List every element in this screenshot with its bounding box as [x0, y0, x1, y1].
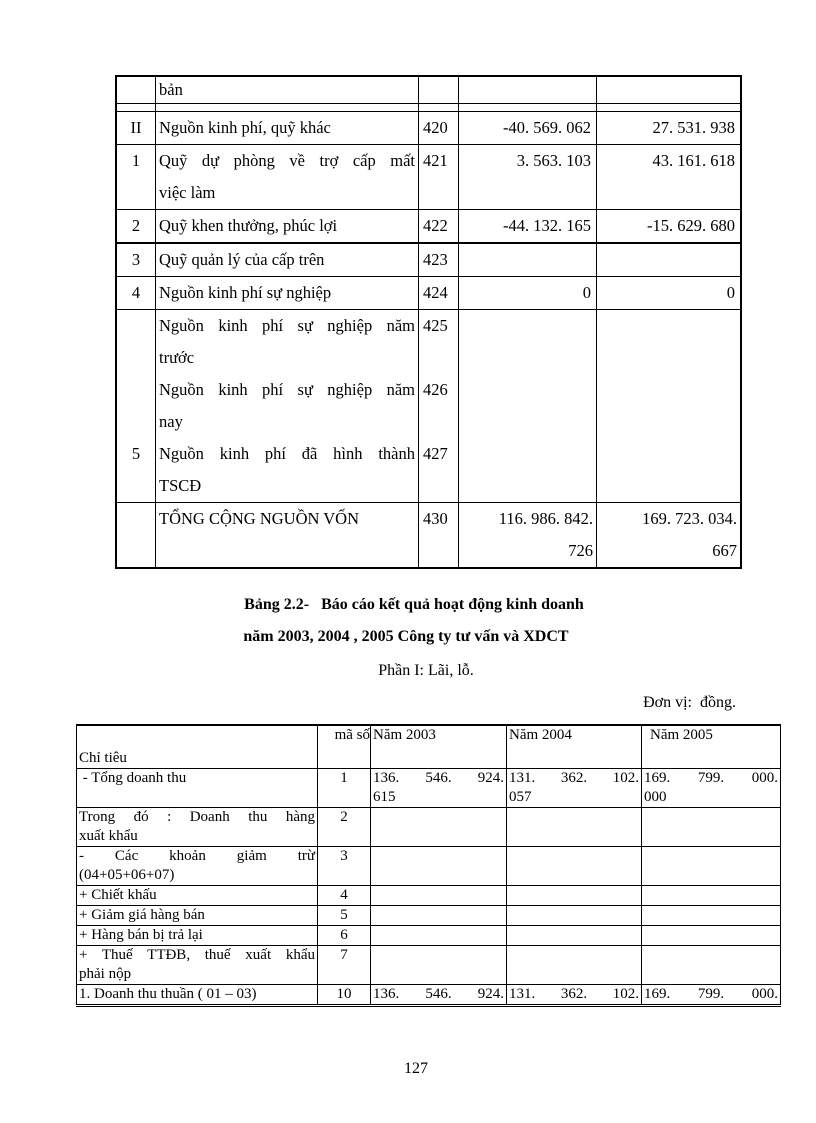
row-label: Quỹ quản lý của cấp trên: [156, 243, 419, 277]
table-row: [77, 946, 781, 985]
value-part: 726: [568, 541, 593, 560]
row-number: II: [117, 112, 156, 145]
row-code: [419, 310, 459, 503]
value-2005: [642, 886, 781, 906]
row-code: 4: [318, 886, 371, 906]
value-part: 116. 986. 842.: [498, 509, 593, 528]
value-2004: [459, 503, 597, 568]
value-2004: [459, 243, 597, 277]
row-label: Nguồn kinh phí, quỹ khác: [156, 112, 419, 145]
table-row: [117, 210, 741, 244]
value-part: 131. 362. 102.: [509, 986, 639, 1002]
row-label: [77, 946, 318, 985]
row-label: Quỹ khen thưởng, phúc lợi: [156, 210, 419, 244]
row-code-line: 426: [423, 380, 448, 399]
table-row: [117, 112, 741, 145]
row-label-line: + Thuế TTĐB, thuế xuất khẩu: [79, 947, 315, 963]
row-code: 423: [419, 243, 459, 277]
value-2003: [371, 985, 507, 1006]
value-2005: [642, 847, 781, 886]
header-indicator: Chỉ tiêu: [77, 725, 318, 769]
income-statement-table: [76, 724, 781, 1007]
value-part: 131. 362. 102.: [509, 770, 639, 786]
row-label: 1. Doanh thu thuần ( 01 – 03): [77, 985, 318, 1006]
row-label-line: - Các khoản giảm trừ: [79, 848, 315, 864]
balance-sheet-continuation-table: [116, 76, 741, 568]
value-2004: [507, 769, 642, 808]
row-code: 2: [318, 808, 371, 847]
row-number: 3: [117, 243, 156, 277]
table-row: [77, 808, 781, 847]
unit-label: Đơn vị: đồng.: [643, 694, 736, 711]
row-code: 430: [419, 503, 459, 568]
table-row: [117, 145, 741, 210]
table-row-total: [117, 503, 741, 568]
value-part: 000: [644, 789, 667, 805]
row-label-line: Nguồn kinh phí sự nghiệp năm: [159, 316, 415, 335]
table-row: [77, 847, 781, 886]
value-part: 169. 723. 034.: [642, 509, 737, 528]
row-label-line: (04+05+06+07): [79, 867, 175, 883]
row-code: 5: [318, 906, 371, 926]
row-label: Nguồn kinh phí sự nghiệp: [156, 277, 419, 310]
header-year-text: Năm 2005: [650, 727, 713, 743]
value-2003: [371, 906, 507, 926]
value-2004: [507, 946, 642, 985]
value-part: 667: [712, 541, 737, 560]
row-code: 3: [318, 847, 371, 886]
header-year-2003: Năm 2003: [371, 725, 507, 769]
row-code-line: 425: [423, 316, 448, 335]
value-2005: [597, 243, 741, 277]
value-2003: [371, 808, 507, 847]
row-label: + Giảm giá hàng bán: [77, 906, 318, 926]
row-label-line: Trong đó : Doanh thu hàng: [79, 809, 315, 825]
table-row: [77, 985, 781, 1006]
value-2004: [459, 77, 597, 104]
value-part: 136. 546. 924.: [373, 986, 504, 1002]
row-number: 5: [117, 310, 156, 503]
row-label-line: bản: [159, 80, 183, 99]
value-2005: [597, 310, 741, 503]
value-2005: [597, 503, 741, 568]
value-2004: [459, 310, 597, 503]
value-2004: [507, 906, 642, 926]
value-2005: [642, 926, 781, 946]
value-2004: [507, 847, 642, 886]
row-label: [156, 310, 419, 503]
value-2004: [507, 926, 642, 946]
row-number: 2: [117, 210, 156, 244]
value-2005: 27. 531. 938: [597, 112, 741, 145]
row-code: 420: [419, 112, 459, 145]
row-number: 1: [117, 145, 156, 210]
row-label-line: Nguồn kinh phí đã hình thành: [159, 444, 415, 463]
table-row: [117, 277, 741, 310]
value-2003: [371, 926, 507, 946]
row-label: + Hàng bán bị trả lại: [77, 926, 318, 946]
header-year-2005: [642, 725, 781, 769]
value-2004: 0: [459, 277, 597, 310]
row-label: [156, 77, 419, 104]
row-label-line: TSCĐ: [159, 476, 202, 495]
value-2003: [371, 769, 507, 808]
row-code: [419, 77, 459, 104]
row-label-line: xuất khẩu: [79, 828, 138, 844]
row-code: 422: [419, 210, 459, 244]
row-label-line: phải nộp: [79, 966, 132, 982]
row-code: 421: [419, 145, 459, 210]
value-part: 169. 799. 000.: [644, 770, 778, 786]
value-2004: [507, 886, 642, 906]
table-row-spacer: [117, 104, 741, 112]
page-number: 127: [404, 1060, 428, 1077]
value-2004: [507, 985, 642, 1006]
row-label-line: việc làm: [159, 183, 216, 202]
value-part: 615: [373, 789, 396, 805]
value-2005: [642, 906, 781, 926]
value-2003: [371, 847, 507, 886]
value-2005: 43. 161. 618: [597, 145, 741, 210]
table-title: Bảng 2.2- Báo cáo kết quả hoạt động kinh doanh: [244, 596, 584, 613]
table-row: [77, 886, 781, 906]
row-label-line: Nguồn kinh phí sự nghiệp năm: [159, 380, 415, 399]
section-title: Phần I: Lãi, lỗ.: [378, 662, 474, 679]
row-code-line: 427: [423, 444, 448, 463]
row-label: - Tổng doanh thu: [77, 769, 318, 808]
row-label: [77, 808, 318, 847]
value-2004: -44. 132. 165: [459, 210, 597, 244]
header-code: mã số: [318, 725, 371, 769]
row-label: TỔNG CỘNG NGUỒN VỐN: [156, 503, 419, 568]
row-code: 424: [419, 277, 459, 310]
table-row: [77, 906, 781, 926]
value-2003: [371, 886, 507, 906]
table-row-group-5: [117, 310, 741, 503]
table-row: [117, 243, 741, 277]
row-code: 1: [318, 769, 371, 808]
value-2005: [642, 808, 781, 847]
row-code: 6: [318, 926, 371, 946]
value-2004: 3. 563. 103: [459, 145, 597, 210]
value-2005: -15. 629. 680: [597, 210, 741, 244]
row-code: 10: [318, 985, 371, 1006]
table-row: [77, 926, 781, 946]
row-label-line: nay: [159, 412, 183, 431]
value-2005: [642, 985, 781, 1006]
row-label: [77, 847, 318, 886]
row-label-line: trước: [159, 348, 195, 367]
row-number: [117, 77, 156, 104]
row-number: 4: [117, 277, 156, 310]
row-label-line: Quỹ dự phòng về trợ cấp mất: [159, 151, 415, 170]
value-part: 169. 799. 000.: [644, 986, 778, 1002]
value-2005: [597, 77, 741, 104]
value-2005: [642, 769, 781, 808]
row-label: + Chiết khấu: [77, 886, 318, 906]
table-subtitle: năm 2003, 2004 , 2005 Công ty tư vấn và XDCT: [243, 628, 569, 645]
value-2004: -40. 569. 062: [459, 112, 597, 145]
row-number: [117, 503, 156, 568]
row-code: 7: [318, 946, 371, 985]
value-2005: [642, 946, 781, 985]
table-row: [117, 77, 741, 104]
value-part: 136. 546. 924.: [373, 770, 504, 786]
header-year-2004: Năm 2004: [507, 725, 642, 769]
value-part: 057: [509, 789, 532, 805]
value-2004: [507, 808, 642, 847]
value-2005: 0: [597, 277, 741, 310]
row-label: [156, 145, 419, 210]
value-2003: [371, 946, 507, 985]
table-row: [77, 769, 781, 808]
header-row: [77, 725, 781, 769]
